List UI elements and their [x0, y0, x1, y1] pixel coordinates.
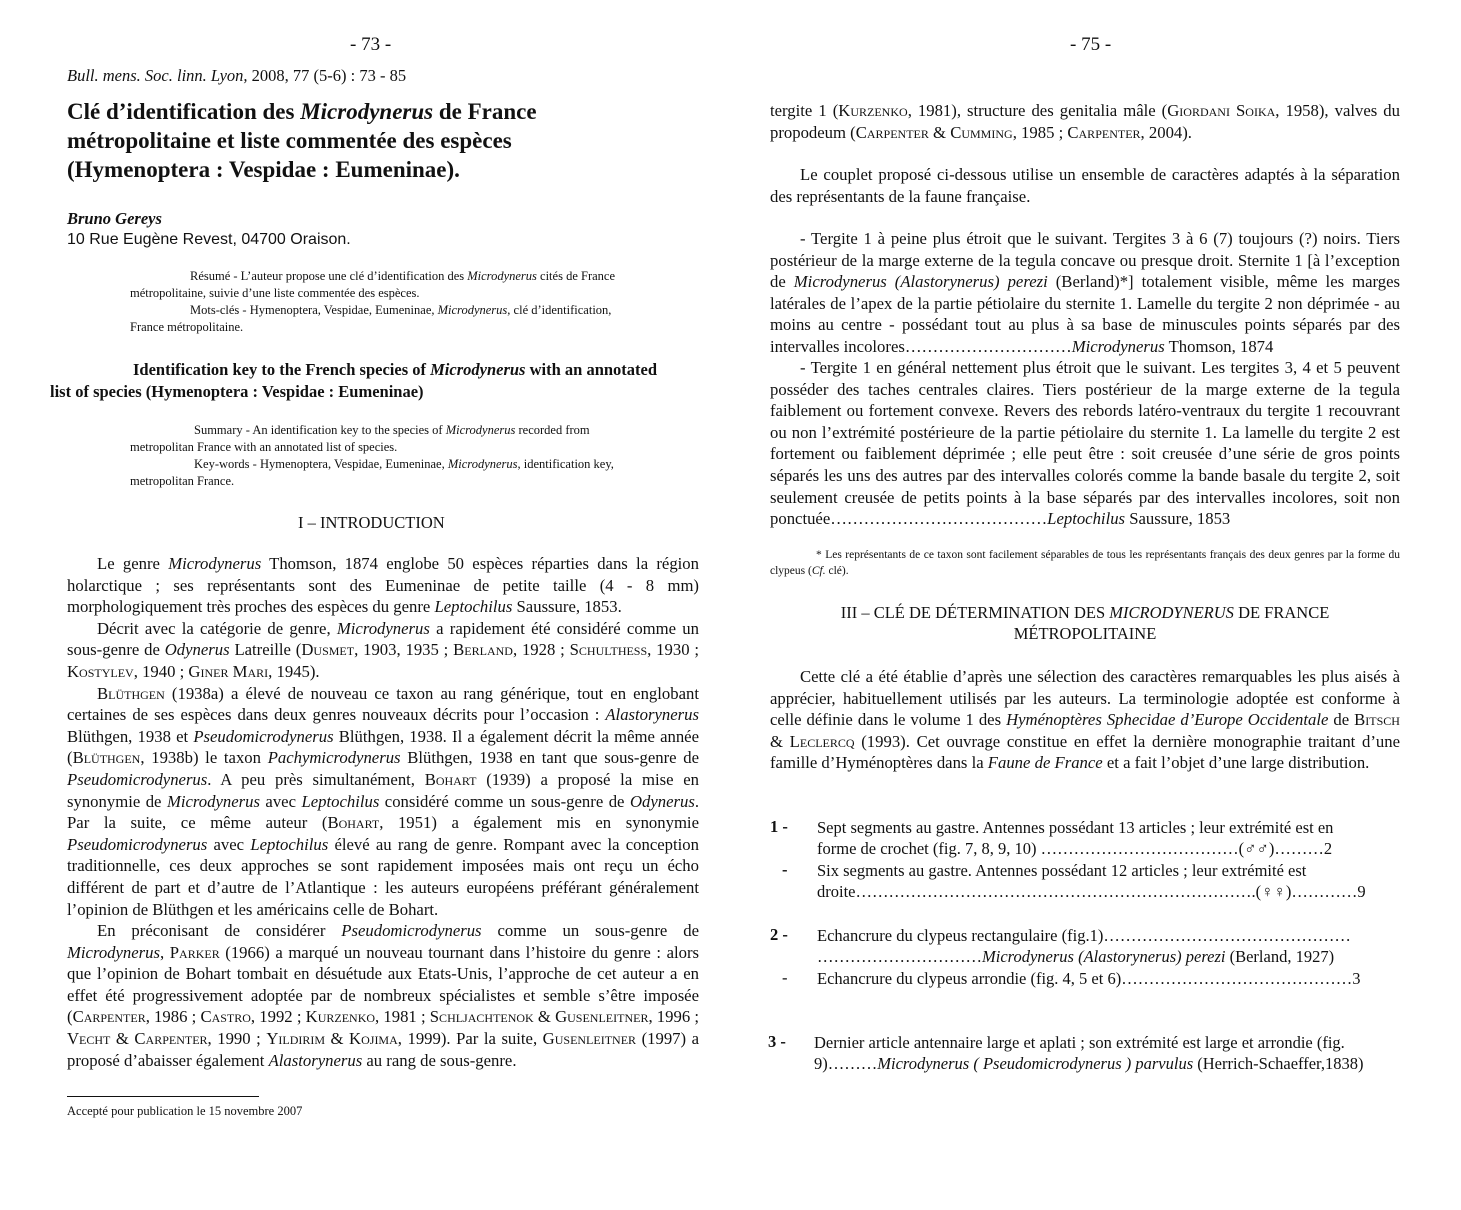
couplet-intro: Le couplet proposé ci-dessous utilise un ensemble de caractères adaptés à la séparation des représentants de la faune française.	[770, 165, 1400, 206]
section-heading: I – INTRODUCTION	[298, 513, 445, 532]
article-title: Clé d’identification des Microdynerus de France métropolitaine et liste commentée des espèces (Hymenoptera : Vespidae : Eumeninae).	[67, 99, 537, 182]
english-title: Identification key to the French species of Microdynerus with an annotated list of species (Hymenoptera : Vespidae : Eumeninae)	[50, 360, 658, 401]
key-line: Echancrure du clypeus arrondie (fig. 4, 5 et 6)……………………………………3	[817, 969, 1361, 988]
right-page	[730, 0, 1461, 1210]
paragraph: En préconisant de considérer Pseudomicrodynerus comme un sous-genre de Microdynerus, Parker (1966) a marqué un nouveau tournant dans l’histoire du genre : alors que l’opinion de Bohart tombait en désuétude aux Etats-Unis, l’approche de cet auteur a en effet été progressivement adoptée par de nombreux spécialistes et semble s’être imposée (Carpenter, 1986 ; Castro, 1992 ; Kurzenko, 1981 ; Schljachtenok & Gusenleitner, 1996 ; Vecht & Carpenter, 1990 ; Yildirim & Kojima, 1999). Par la suite, Gusenleitner (1997) a proposé d’abaisser également Alastorynerus au rang de sous-genre.	[67, 921, 700, 1070]
author-address: 10 Rue Eugène Revest, 04700 Oraison.	[67, 231, 351, 248]
page-number: - 73 -	[350, 34, 392, 55]
key-heading: III – CLÉ DE DÉTERMINATION DES MICRODYNERUS DE FRANCE MÉTROPOLITAINE	[840, 603, 1330, 643]
couplet-item-microdynerus: - Tergite 1 à peine plus étroit que le suivant. Tergites 3 à 6 (7) toujours (?) noirs. Tiers postérieur de la marge externe de la tegula concave ou presque droit. Sternite 1 [à l’exception de Microdynerus (Alastorynerus) perezi (Berland)*] totalement visible, même les marges latérales de l’apex de la partie pétiolaire du sternite 1. Lamelle du tergite 2 non déprimée - au moins au centre - possédant tout au plus à sa base de minuscules points séparés par des intervalles incolores…………………………Microdynerus Thomson, 1874	[770, 229, 1400, 356]
couplet-number: 3 -	[768, 1032, 786, 1051]
key-line: Dernier article antennaire large et aplati ; son extrémité est large et arrondie (fig. 9)………Microdynerus ( Pseudomicrodynerus ) parvulus (Herrich-Schaeffer,1838)	[814, 1033, 1364, 1073]
key-line: Six segments au gastre. Antennes possédant 12 articles ; leur extrémité est droite……………………………………………………………….(♀♀)…………9	[817, 861, 1366, 901]
taxon-note: * Les représentants de ce taxon sont facilement séparables de tous les représentants français des deux genres par la forme du clypeus (Cf. clé).	[770, 549, 1400, 577]
introduction-text	[67, 553, 699, 1071]
couplet-item-leptochilus: - Tergite 1 en général nettement plus étroit que le suivant. Les tergites 3, 4 et 5 peuvent posséder des taches centrales claires. Tiers postérieur de la marge externe de la tegula faiblement ou fortement convexe. Revers des rebords latéro-ventraux du tergite 1 recouvrant ou non l’extrémité postérieure de la partie pétiolaire du sternite 1. La lamelle du tergite 2 est fortement ou faiblement déprimée ; elle peut être : soit creusée d’une série de gros points séparés les uns des autres par des intervalles colorés comme la bande basale du tergite 2, soit seulement creusée de petits points à la base séparés par des intervalles incolores, soit non ponctuée…………………………………Leptochilus Saussure, 1853	[770, 358, 1400, 529]
summary-block: Summary - An identification key to the species of Microdynerus recorded from metropolitan France with an annotated list of species. Key-words - Hymenoptera, Vespidae, Eumeninae, Microdynerus, identification key, metropolitan France.	[130, 423, 614, 488]
journal-citation: Bull. mens. Soc. linn. Lyon, 2008, 77 (5-6) : 73 - 85	[67, 66, 407, 85]
key-intro: Cette clé a été établie d’après une sélection des caractères remarquables les plus aisés à apprécier, habituellement utilisés par les auteurs. La terminologie adoptée est conforme à celle définie dans le volume 1 des Hyménoptères Sphecidae d’Europe Occidentale de Bitsch & Leclercq (1993). Cet ouvrage constitue en effet la dernière monographie traitant d’une famille d’Hyménoptères dans la Faune de France et a fait l’objet d’une large distribution.	[770, 667, 1400, 773]
couplet-number: 2 -	[770, 925, 788, 944]
couplet-dash: -	[782, 860, 788, 879]
page-number: - 75 -	[1070, 34, 1112, 55]
continued-text: tergite 1 (Kurzenko, 1981), structure des genitalia mâle (Giordani Soika, 1958), valves du propodeum (Carpenter & Cumming, 1985 ; Carpenter, 2004).	[770, 101, 1400, 142]
couplet-number: 1 -	[770, 817, 788, 836]
footnote-rule	[67, 1096, 259, 1097]
left-page	[0, 0, 730, 1210]
paragraph: Décrit avec la catégorie de genre, Microdynerus a rapidement été considéré comme un sous-genre de Odynerus Latreille (Dusmet, 1903, 1935 ; Berland, 1928 ; Schulthess, 1930 ; Kostylev, 1940 ; Giner Mari, 1945).	[67, 618, 700, 681]
couplet-dash: -	[782, 968, 788, 987]
key-line: Sept segments au gastre. Antennes possédant 13 articles ; leur extrémité est en forme de crochet (fig. 7, 8, 9, 10) ………………………………(♂♂)………2	[817, 818, 1334, 858]
paragraph: Blüthgen (1938a) a élevé de nouveau ce taxon au rang générique, tout en englobant certaines de ses espèces dans deux genres nouveaux décrits pour l’occasion : Alastorynerus Blüthgen, 1938 et Pseudomicrodynerus Blüthgen, 1938. Il a également décrit la même année (Blüthgen, 1938b) le taxon Pachymicrodynerus Blüthgen, 1938 en tant que sous-genre de Pseudomicrodynerus. A peu près simultanément, Bohart (1939) a proposé la mise en synonymie de Microdynerus avec Leptochilus considéré comme un sous-genre de Odynerus. Par la suite, ce même auteur (Bohart, 1951) a également mis en synonymie Pseudomicrodynerus avec Leptochilus élevé au rang de genre. Rompant avec la conception traditionnelle, ces deux approches se sont rapidement imposées mais ont reçu un écho différent de part et d’autre de l’Atlantique : les auteurs européens préférant généralement l’opinion de Blüthgen et les américains celle de Bohart.	[67, 683, 699, 919]
footnote: Accepté pour publication le 15 novembre 2007	[67, 1104, 303, 1118]
key-line: Echancrure du clypeus rectangulaire (fig.1)……………………………………… …………………………Microdynerus (Alastorynerus) perezi (Berland, 1927)	[817, 926, 1351, 966]
author-name: Bruno Gereys	[67, 209, 162, 228]
paragraph: Le genre Microdynerus Thomson, 1874 englobe 50 espèces réparties dans la région holarctique ; ses représentants sont des Eumeninae de petite taille (4 - 8 mm) morphologiquement très proches des espèces du genre Leptochilus Saussure, 1853.	[67, 554, 699, 617]
resume-block: Résumé - L’auteur propose une clé d’identification des Microdynerus cités de France métropolitaine, suivie d’une liste commentée des espèces. Mots-clés - Hymenoptera, Vespidae, Eumeninae, Microdynerus, clé d’identification, France métropolitaine.	[130, 269, 615, 334]
